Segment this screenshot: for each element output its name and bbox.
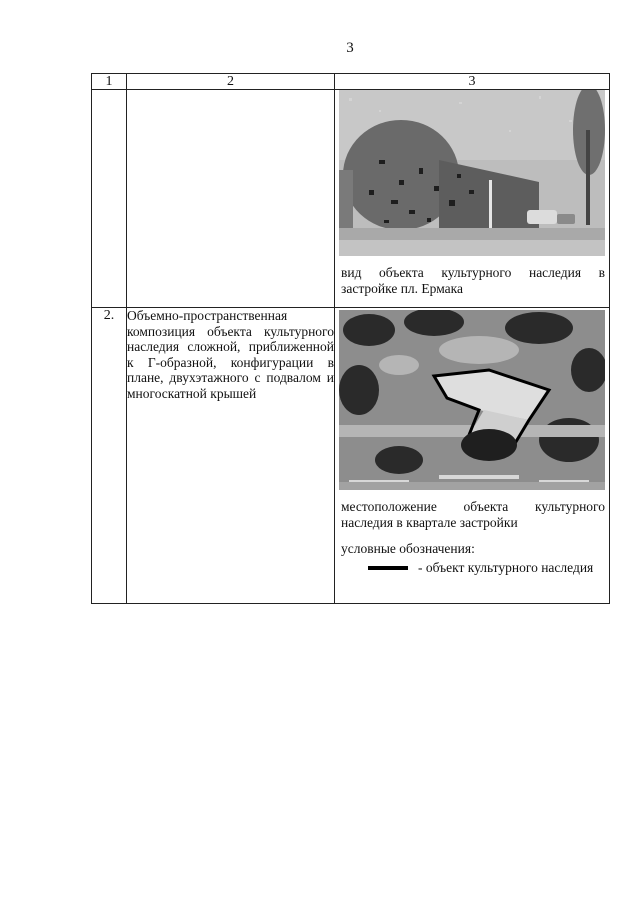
table-header-row	[92, 74, 610, 90]
column-header-1: 1	[92, 74, 127, 90]
photo-caption: вид объекта культурного наследия в застройке пл. Ермака	[341, 265, 605, 296]
column-header-2: 2	[127, 74, 335, 90]
legend-item-label: - объект культурного наследия	[418, 560, 594, 575]
heritage-table	[91, 73, 610, 604]
row-description	[127, 90, 335, 308]
table-row	[92, 308, 610, 604]
page-number: 3	[346, 40, 354, 56]
photo-cell	[335, 308, 610, 604]
table-row	[92, 90, 610, 308]
column-header-3: 3	[335, 74, 610, 90]
legend-item	[335, 557, 609, 582]
row-number	[92, 90, 127, 308]
legend-line-swatch	[368, 566, 408, 570]
row-description: Объемно-пространственная композиция объекта культурного наследия сложной, приближенной к Г-образной, конфигурации в плане, двухэтажного с подвалом и многоскатной крышей	[127, 308, 335, 604]
row-number: 2.	[92, 308, 127, 604]
legend-title: условные обозначения:	[341, 541, 475, 556]
photo-cell	[335, 90, 610, 308]
photo-caption: местоположение объекта культурного наследия в квартале застройки	[341, 499, 605, 530]
aerial-map-photo	[339, 310, 605, 490]
street-view-photo	[339, 90, 605, 256]
